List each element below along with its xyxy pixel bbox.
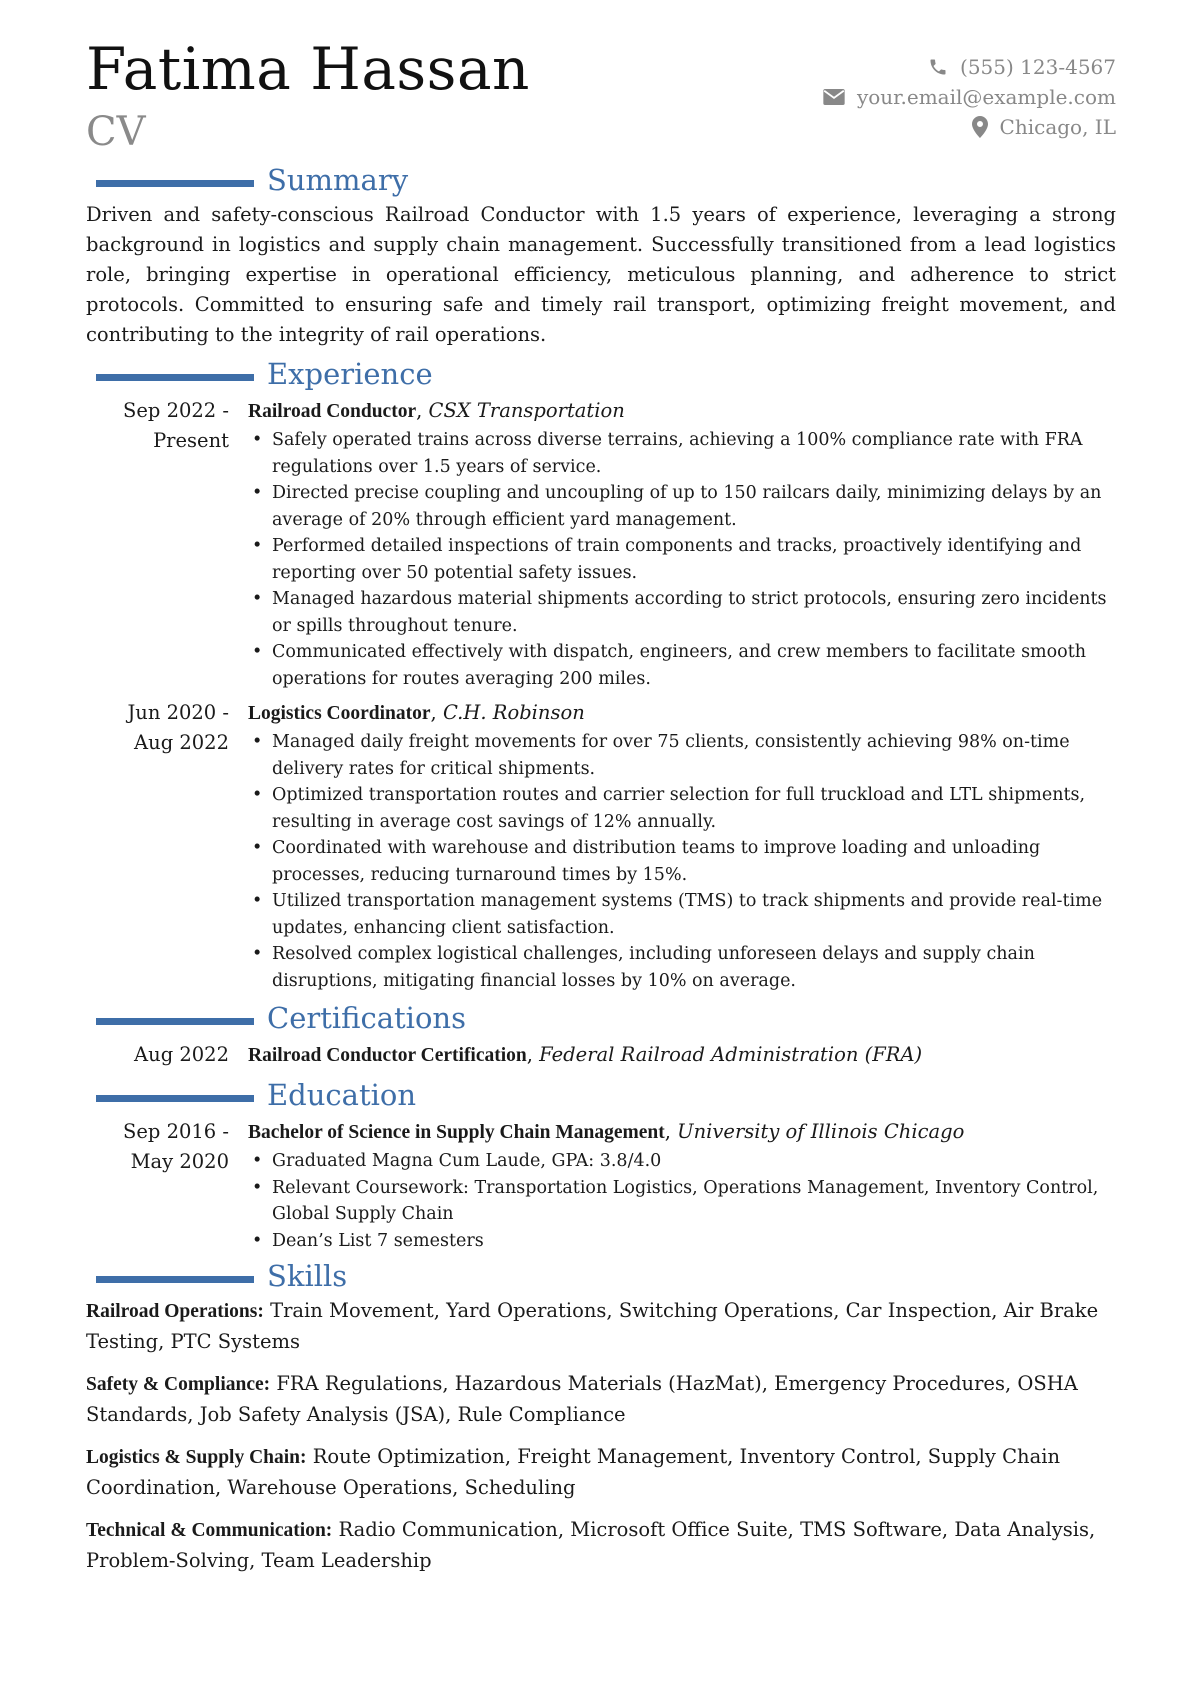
skill-items: Train Movement, Yard Operations, Switching Operations, Car Inspection, Air Brake Testing, PTC Systems: [86, 1299, 1099, 1353]
envelope-icon: [823, 89, 845, 105]
contact-email: [823, 82, 1116, 112]
list-item: • Directed precise coupling and uncoupling of up to 150 railcars daily, minimizing delays by an average of 20% through efficient yard management.: [248, 480, 1108, 533]
list-item: • Resolved complex logistical challenges, including unforeseen delays and supply chain disruptions, mitigating financial losses by 10% on average.: [248, 941, 1108, 994]
list-item: • Performed detailed inspections of train components and tracks, proactively identifying and reporting over 50 potential safety issues.: [248, 533, 1108, 586]
map-pin-icon: [972, 116, 988, 138]
list-item: • Dean’s List 7 semesters: [248, 1228, 1108, 1255]
entry-bullets: [248, 729, 1108, 994]
section-title: Certifications: [267, 1001, 466, 1035]
section-experience-heading: [86, 354, 1116, 394]
skill-items: Route Optimization, Freight Management, Inventory Control, Supply Chain Coordination, Warehouse Operations, Scheduling: [86, 1445, 1061, 1499]
document-subtitle: CV: [86, 109, 146, 155]
entry-date: Sep 2016 - May 2020: [123, 1120, 229, 1173]
education-entry: [86, 1117, 1116, 1254]
list-item: • Relevant Coursework: Transportation Logistics, Operations Management, Inventory Control, Global Supply Chain: [248, 1175, 1108, 1228]
resume-header: [86, 0, 1116, 160]
list-item: • Managed daily freight movements for over 75 clients, consistently achieving 98% on-time delivery rates for critical shipments.: [248, 729, 1108, 782]
phone-icon: [928, 57, 948, 77]
skill-label: Railroad Operations:: [86, 1301, 264, 1322]
contact-phone: [823, 52, 1116, 82]
entry-heading: Railroad Conductor, CSX Transportation: [248, 399, 625, 422]
entry-organization: University of Illinois Chicago: [677, 1120, 965, 1143]
entry-title: Bachelor of Science in Supply Chain Management: [248, 1122, 665, 1143]
entry-heading: Logistics Coordinator, C.H. Robinson: [248, 701, 585, 724]
entry-bullets: [248, 1148, 1108, 1254]
location-text: Chicago, IL: [999, 115, 1116, 139]
entry-title: Railroad Conductor Certification: [248, 1045, 527, 1066]
skill-label: Technical & Communication:: [86, 1520, 333, 1541]
phone-text[interactable]: (555) 123-4567: [960, 55, 1116, 79]
section-accent-bar: [96, 1276, 254, 1283]
section-education-heading: [86, 1075, 1116, 1115]
skill-label: Safety & Compliance:: [86, 1374, 271, 1395]
entry-title: Logistics Coordinator: [248, 703, 431, 724]
entry-date: Aug 2022: [134, 1043, 229, 1066]
entry-date: Sep 2022 - Present: [123, 399, 229, 452]
contact-info: [823, 52, 1116, 142]
resume-page: [86, 0, 1116, 1588]
section-skills-heading: [86, 1256, 1116, 1296]
section-title: Experience: [267, 357, 433, 391]
section-accent-bar: [96, 1095, 254, 1102]
list-item: • Optimized transportation routes and carrier selection for full truckload and LTL shipments, resulting in average cost savings of 12% annually.: [248, 782, 1108, 835]
section-accent-bar: [96, 1018, 254, 1025]
section-summary-heading: [86, 160, 1116, 200]
section-accent-bar: [96, 374, 254, 381]
skill-group: [86, 1296, 1116, 1357]
list-item: • Utilized transportation management systems (TMS) to track shipments and provide real-time updates, enhancing client satisfaction.: [248, 888, 1108, 941]
entry-date: Jun 2020 - Aug 2022: [127, 701, 229, 754]
entry-heading: Bachelor of Science in Supply Chain Management, University of Illinois Chicago: [248, 1120, 965, 1143]
skill-group: [86, 1515, 1116, 1576]
entry-organization: CSX Transportation: [428, 399, 625, 422]
section-title: Skills: [267, 1259, 348, 1293]
list-item: • Graduated Magna Cum Laude, GPA: 3.8/4.0: [248, 1148, 1108, 1175]
entry-bullets: [248, 427, 1108, 692]
email-text[interactable]: your.email@example.com: [856, 85, 1116, 109]
entry-title: Railroad Conductor: [248, 401, 417, 422]
list-item: • Coordinated with warehouse and distribution teams to improve loading and unloading processes, reducing turnaround times by 15%.: [248, 835, 1108, 888]
list-item: • Communicated effectively with dispatch, engineers, and crew members to facilitate smooth operations for routes averaging 200 miles.: [248, 639, 1108, 692]
section-title: Education: [267, 1078, 417, 1112]
skill-items: FRA Regulations, Hazardous Materials (HazMat), Emergency Procedures, OSHA Standards, Job Safety Analysis (JSA), Rule Compliance: [86, 1372, 1078, 1426]
skill-items: Radio Communication, Microsoft Office Suite, TMS Software, Data Analysis, Problem-Solving, Team Leadership: [86, 1518, 1096, 1572]
entry-heading: Railroad Conductor Certification, Federal Railroad Administration (FRA): [248, 1043, 923, 1066]
section-accent-bar: [96, 180, 254, 187]
experience-entry: [86, 698, 1116, 994]
skill-group: [86, 1369, 1116, 1430]
summary-text: Driven and safety-conscious Railroad Conductor with 1.5 years of experience, leveraging a strong background in logistics and supply chain management. Successfully transitioned from a lead logistics role, bringing expertise in operational efficiency, meticulous planning, and adherence to strict protocols. Committed to ensuring safe and timely rail transport, optimizing freight movement, and contributing to the integrity of rail operations.: [86, 203, 1116, 346]
skill-group: [86, 1442, 1116, 1503]
list-item: • Managed hazardous material shipments according to strict protocols, ensuring zero incidents or spills throughout tenure.: [248, 586, 1108, 639]
section-certifications-heading: [86, 998, 1116, 1038]
experience-entry: [86, 396, 1116, 692]
section-title: Summary: [267, 163, 409, 197]
contact-location: [823, 112, 1116, 142]
candidate-name: Fatima Hassan: [86, 35, 530, 103]
certification-entry: [86, 1040, 1116, 1071]
entry-organization: Federal Railroad Administration (FRA): [539, 1043, 923, 1066]
entry-organization: C.H. Robinson: [442, 701, 585, 724]
skill-label: Logistics & Supply Chain:: [86, 1447, 307, 1468]
list-item: • Safely operated trains across diverse terrains, achieving a 100% compliance rate with FRA regulations over 1.5 years of service.: [248, 427, 1108, 480]
